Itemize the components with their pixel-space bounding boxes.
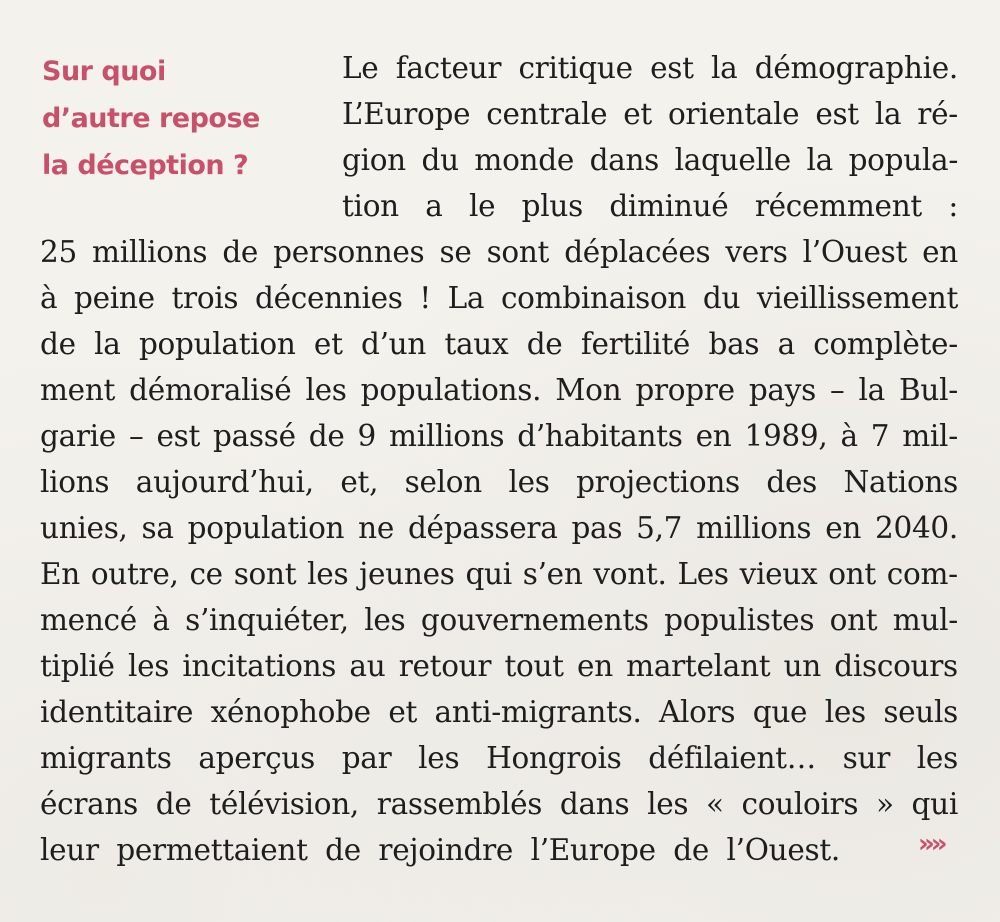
word: facteur: [395, 51, 502, 85]
word: millions: [92, 235, 208, 269]
word: incitations: [182, 649, 337, 683]
word: laquelle: [674, 143, 791, 177]
word: Le: [342, 51, 379, 85]
word: en: [922, 235, 958, 269]
word: et: [388, 695, 418, 729]
word: est: [815, 97, 859, 131]
word: par: [341, 741, 392, 775]
word: et: [313, 327, 343, 361]
word: des: [766, 465, 817, 499]
word: s’en: [522, 557, 583, 591]
continue-arrows: »»: [918, 829, 944, 859]
word: permettaient: [116, 833, 308, 867]
word: aujourd’hui,: [135, 465, 314, 499]
word: leur: [40, 833, 99, 867]
word: ont: [828, 557, 876, 591]
word: passé: [213, 419, 296, 453]
article-line: [40, 416, 958, 456]
word: mul-: [892, 603, 958, 637]
question-line-2: d’autre repose: [42, 103, 260, 134]
word: populistes: [664, 603, 815, 637]
word: tiplié: [40, 649, 115, 683]
word: de: [40, 327, 76, 361]
word: que: [752, 695, 808, 729]
word: rassemblés: [376, 787, 543, 821]
word: xénophobe: [210, 695, 371, 729]
word: taux: [444, 327, 509, 361]
word: orientale: [667, 97, 800, 131]
word: critique: [518, 51, 633, 85]
word: mil-: [902, 419, 958, 453]
word: démoralisé: [129, 373, 292, 407]
word: selon: [404, 465, 482, 499]
word: peine: [74, 281, 155, 315]
word: fertilité: [580, 327, 691, 361]
word: population: [138, 327, 296, 361]
word: dans: [559, 787, 630, 821]
word: ré-: [917, 97, 958, 131]
article-line: [342, 186, 958, 226]
word: bas: [708, 327, 760, 361]
word: dans: [589, 143, 660, 177]
word: 9: [357, 419, 377, 453]
word: La: [447, 281, 485, 315]
word: combinaison: [500, 281, 687, 315]
word: Hongrois: [486, 741, 622, 775]
article-line: [342, 94, 958, 134]
word: 5,7: [636, 511, 683, 545]
word: gion: [342, 143, 406, 177]
word: populations.: [360, 373, 542, 407]
word: les: [647, 787, 689, 821]
word: sur: [842, 741, 891, 775]
word: migrants: [40, 741, 172, 775]
word: tion: [342, 189, 399, 223]
word: gouvernements: [420, 603, 649, 637]
word: Alors: [659, 695, 736, 729]
word: s’inquiéter,: [185, 603, 349, 637]
article-line: [40, 830, 840, 870]
word: complète-: [813, 327, 958, 361]
word: 1989,: [744, 419, 828, 453]
word: de: [155, 787, 192, 821]
word: En: [40, 557, 80, 591]
word: 25: [40, 235, 77, 269]
article-line: [40, 370, 958, 410]
word: rejoindre: [378, 833, 514, 867]
word: l’Ouest: [802, 235, 908, 269]
word: et,: [340, 465, 379, 499]
word: de: [222, 235, 259, 269]
word: la: [710, 51, 738, 85]
word: aperçus: [198, 741, 315, 775]
word: la: [806, 143, 833, 177]
word: défilaient…: [648, 741, 816, 775]
word: 2040.: [875, 511, 958, 545]
word: d’un: [361, 327, 427, 361]
word: le: [468, 189, 496, 223]
word: de: [673, 833, 710, 867]
word: les: [824, 695, 866, 729]
article-line: [342, 48, 958, 88]
word: à: [840, 419, 858, 453]
word: 7: [870, 419, 890, 453]
word: dépassera: [407, 511, 558, 545]
article-line: [40, 738, 958, 778]
word: mencé: [40, 603, 137, 637]
word: la: [94, 327, 121, 361]
word: »: [876, 787, 894, 821]
word: se: [439, 235, 472, 269]
word: centrale: [486, 97, 608, 131]
word: propre: [635, 373, 735, 407]
word: lions: [40, 465, 110, 499]
word: de: [308, 419, 345, 453]
word: jeunes: [359, 557, 455, 591]
word: unies,: [40, 511, 128, 545]
word: récemment: [754, 189, 922, 223]
word: martelant: [626, 649, 771, 683]
word: retour: [398, 649, 492, 683]
article-line: [342, 140, 958, 180]
word: qui: [465, 557, 512, 591]
article-line: [40, 324, 958, 364]
word: en: [577, 649, 613, 683]
word: sont: [486, 235, 550, 269]
article-line: [40, 232, 958, 272]
word: :: [948, 189, 958, 223]
question-line-1: Sur quoi: [42, 56, 166, 87]
word: personnes: [273, 235, 425, 269]
word: millions: [389, 419, 505, 453]
word: pays: [748, 373, 816, 407]
word: Nations: [843, 465, 958, 499]
word: a: [777, 327, 795, 361]
word: de: [526, 327, 563, 361]
word: trois: [171, 281, 239, 315]
word: au: [349, 649, 386, 683]
article-line: [40, 692, 958, 732]
word: ont: [829, 603, 878, 637]
word: couloirs: [741, 787, 859, 821]
word: identitaire: [40, 695, 194, 729]
article-line: [40, 278, 958, 318]
word: population: [187, 511, 345, 545]
word: décennies: [254, 281, 403, 315]
word: ment: [40, 373, 116, 407]
word: est: [156, 419, 201, 453]
word: les: [916, 741, 958, 775]
word: diminué: [609, 189, 729, 223]
word: télévision,: [209, 787, 360, 821]
word: du: [702, 281, 741, 315]
word: discours: [834, 649, 958, 683]
word: pas: [571, 511, 623, 545]
word: démographie.: [754, 51, 958, 85]
word: d’habitants: [517, 419, 683, 453]
word: anti-migrants.: [434, 695, 642, 729]
word: millions: [696, 511, 812, 545]
word: seuls: [883, 695, 958, 729]
word: L’Europe: [342, 97, 471, 131]
word: tout: [504, 649, 564, 683]
article-line: [40, 554, 958, 594]
article-line: [40, 784, 958, 824]
word: la: [874, 97, 902, 131]
word: en: [695, 419, 732, 453]
word: à: [152, 603, 170, 637]
word: vont.: [593, 557, 667, 591]
word: com-: [886, 557, 958, 591]
word: un: [783, 649, 822, 683]
article-line: [40, 508, 958, 548]
word: Bul-: [899, 373, 958, 407]
word: déplacées: [564, 235, 711, 269]
word: à: [40, 281, 58, 315]
word: –: [829, 373, 845, 407]
word: !: [419, 281, 431, 315]
word: de: [325, 833, 361, 867]
word: ce: [189, 557, 223, 591]
word: est: [650, 51, 694, 85]
word: monde: [474, 143, 574, 177]
word: les: [418, 741, 460, 775]
question-line-3: la déception ?: [42, 150, 249, 181]
word: vieillissement: [756, 281, 958, 315]
word: la: [858, 373, 885, 407]
word: vieux: [739, 557, 818, 591]
word: l’Europe: [530, 833, 656, 867]
word: sont: [233, 557, 297, 591]
word: popula-: [848, 143, 958, 177]
word: «: [705, 787, 724, 821]
word: l’Ouest.: [726, 833, 840, 867]
word: vers: [725, 235, 788, 269]
article-line: [40, 646, 958, 686]
word: ne: [358, 511, 395, 545]
word: projections: [576, 465, 740, 499]
word: et: [623, 97, 652, 131]
word: les: [364, 603, 406, 637]
word: –: [128, 419, 144, 453]
word: Mon: [555, 373, 622, 407]
word: écrans: [40, 787, 139, 821]
word: garie: [40, 419, 116, 453]
word: a: [425, 189, 443, 223]
word: outre,: [90, 557, 179, 591]
word: sa: [141, 511, 174, 545]
word: les: [305, 373, 347, 407]
word: en: [825, 511, 862, 545]
word: Les: [677, 557, 729, 591]
word: qui: [911, 787, 958, 821]
word: plus: [521, 189, 583, 223]
word: les: [508, 465, 550, 499]
word: les: [127, 649, 170, 683]
word: les: [307, 557, 349, 591]
article-line: [40, 462, 958, 502]
word: du: [421, 143, 459, 177]
article-line: [40, 600, 958, 640]
